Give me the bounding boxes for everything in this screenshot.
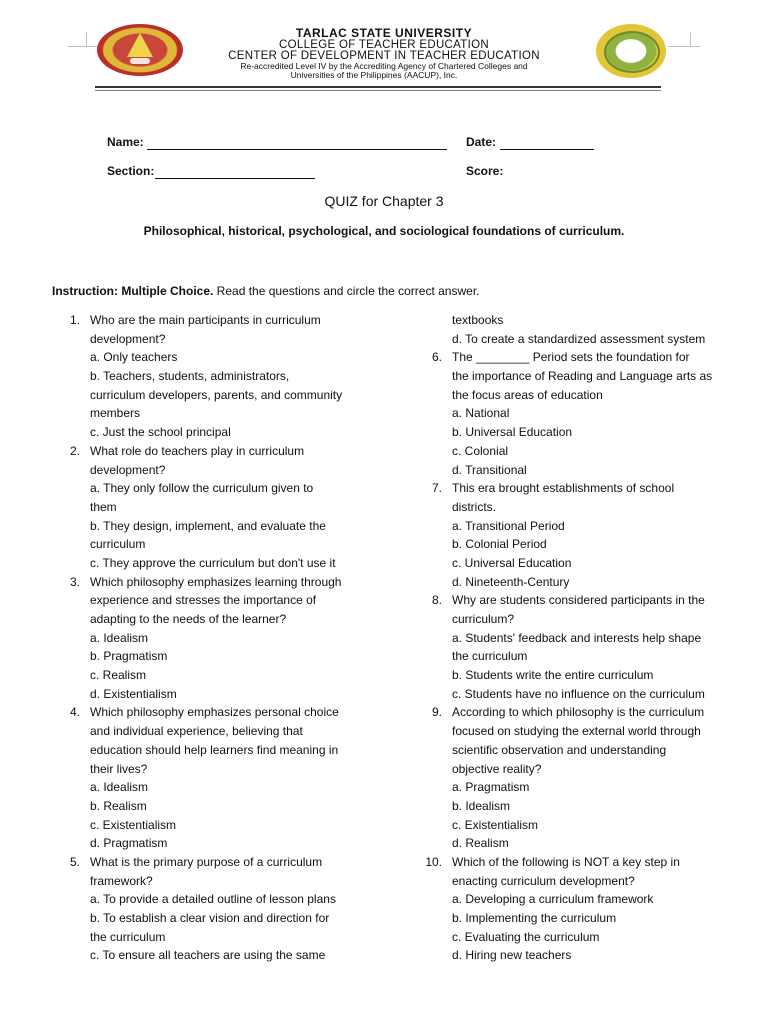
question-line [424,498,724,517]
question-number: 4. [69,705,80,720]
question-number: 9. [431,705,442,720]
question-line [424,760,724,779]
question-text: framework? [90,873,153,888]
question-text: b. Implementing the curriculum [452,911,617,925]
question-text: c. Colonial [452,443,509,458]
question-text: d. Realism [452,836,509,851]
question-line [62,591,362,610]
question-text: c. To ensure all teachers are using the same [90,948,326,963]
college-seal-logo [596,24,666,78]
seal-triangle-emblem [127,33,153,57]
question-line [424,591,724,610]
question-line [424,647,724,666]
question-line [424,685,724,704]
question-line [62,928,362,947]
question-text: c. They approve the curriculum but don't use it [90,555,336,570]
question-line [424,404,724,423]
center-name: CENTER OF DEVELOPMENT IN TEACHER EDUCATION [228,50,540,62]
question-line [424,741,724,760]
quiz-subtitle: Philosophical, historical, psychological, and sociological foundations of curriculum. [143,224,625,238]
question-number: 7. [431,481,442,496]
question-text: the importance of Reading and Language arts as [452,369,713,384]
question-text: The ________ Period sets the foundation for [452,350,690,365]
question-number: 1. [69,313,80,327]
question-text: a. Transitional Period [452,518,565,533]
question-text: members [90,406,141,421]
question-line [62,647,362,666]
question-text: curriculum? [452,612,515,626]
question-line [62,610,362,629]
question-line [424,722,724,741]
question-text: the focus areas of education [452,387,603,402]
header-divider [95,86,661,88]
question-line [62,517,362,536]
question-line [62,760,362,779]
question-text: b. Teachers, students, administrators, [90,369,290,384]
question-line [424,797,724,816]
question-line [62,853,362,872]
question-text: education should help learners find meaning in [90,742,339,757]
question-line [62,461,362,480]
question-text: c. Existentialism [452,817,539,832]
seal-inner-ring [604,31,660,73]
question-line [424,890,724,909]
question-line [424,479,724,498]
date-label: Date: [466,135,497,149]
question-number: 3. [69,574,80,589]
question-line [62,685,362,704]
question-line [62,741,362,760]
question-text: According to which philosophy is the curriculum [452,705,705,720]
question-text: development? [90,462,166,477]
question-text: a. Developing a curriculum framework [452,892,654,907]
section-label: Section: [107,164,155,178]
name-field-line[interactable] [147,149,447,150]
question-line [424,386,724,405]
question-text: curriculum developers, parents, and community [90,387,343,402]
question-line [424,872,724,891]
question-text: enacting curriculum development? [452,873,635,888]
question-text: Who are the main participants in curriculum [90,313,321,327]
question-text: a. Students' feedback and interests help shape [452,630,702,645]
question-text: c. Existentialism [90,817,177,832]
question-text: them [90,499,117,514]
college-name: COLLEGE OF TEACHER EDUCATION [279,39,489,51]
question-number: 5. [69,854,80,869]
university-name: TARLAC STATE UNIVERSITY [295,26,473,40]
instruction-bold: Instruction: Multiple Choice. [52,284,214,298]
question-text: and individual experience, believing that [90,724,303,739]
question-text: This era brought establishments of school [452,481,675,496]
question-text: c. Universal Education [452,555,572,570]
question-number: 6. [431,350,442,365]
question-text: scientific observation and understanding [452,742,667,757]
question-line [62,778,362,797]
question-text: experience and stresses the importance of [90,593,317,608]
question-line [62,834,362,853]
question-line [424,311,724,330]
name-label: Name: [107,135,144,149]
question-line [62,946,362,965]
question-text: focused on studying the external world through [452,724,701,739]
date-field-line[interactable] [500,149,594,150]
question-text: Which philosophy emphasizes learning through [90,574,342,589]
instruction [52,284,480,298]
question-text: d. Hiring new teachers [452,948,572,963]
question-text: c. Just the school principal [90,425,231,440]
question-text: d. Pragmatism [90,836,168,851]
question-line [424,442,724,461]
question-line [424,610,724,629]
question-line [424,853,724,872]
question-text: What is the primary purpose of a curriculum [90,854,323,869]
accreditation-line-2: Universities of the Philippines (AACUP), Inc. [290,70,458,80]
question-text: b. Realism [90,798,147,813]
question-line [424,348,724,367]
question-text: b. To establish a clear vision and direction for [90,911,330,925]
question-number: 8. [431,593,442,608]
question-text: d. Nineteenth-Century [452,574,570,589]
question-line [424,834,724,853]
question-text: their lives? [90,761,148,776]
seal-ribbon [130,58,150,64]
question-text: What role do teachers play in curriculum [90,443,305,458]
question-line [62,367,362,386]
question-text: a. To provide a detailed outline of lesson plans [90,892,336,907]
question-line [62,890,362,909]
question-line [424,629,724,648]
question-line [62,703,362,722]
question-text: a. Only teachers [90,350,178,365]
question-text: a. Idealism [90,630,149,645]
question-text: Why are students considered participants in the [452,593,705,608]
question-text: d. Transitional [452,462,527,477]
questions-right-column [424,311,724,965]
question-line [62,404,362,423]
question-number: 10. [425,854,442,869]
question-line [424,573,724,592]
question-line [62,554,362,573]
question-text: d. Existentialism [90,686,177,701]
question-line [424,461,724,480]
question-line [62,797,362,816]
question-line [62,330,362,349]
question-line [424,367,724,386]
question-line [424,909,724,928]
score-label: Score: [466,164,504,178]
instruction-text: Read the questions and circle the correct answer. [213,284,480,298]
accreditation-line-1: Re-accredited Level IV by the Accrediting Agency of Chartered Colleges and [240,61,528,71]
question-line [424,928,724,947]
question-line [62,311,362,330]
question-text: textbooks [452,313,504,327]
question-text: b. They design, implement, and evaluate the [90,518,326,533]
question-line [424,778,724,797]
question-text: b. Students write the entire curriculum [452,668,654,683]
question-text: b. Pragmatism [90,649,168,664]
questions-left-column [62,311,362,965]
question-line [424,517,724,536]
question-line [62,535,362,554]
question-line [424,666,724,685]
question-line [62,386,362,405]
question-line [62,348,362,367]
question-line [62,479,362,498]
question-line [424,703,724,722]
question-text: a. They only follow the curriculum given to [90,481,314,496]
question-text: d. To create a standardized assessment system [452,331,706,346]
question-text: objective reality? [452,761,542,776]
question-line [62,909,362,928]
question-line [424,535,724,554]
question-text: a. Idealism [90,780,149,795]
question-text: the curriculum [452,649,528,664]
question-line [62,629,362,648]
question-number: 2. [69,443,80,458]
question-line [424,423,724,442]
question-text: c. Evaluating the curriculum [452,929,600,944]
question-line [424,330,724,349]
header-divider-thin [95,90,661,91]
question-text: Which of the following is NOT a key step in [452,854,680,869]
question-line [424,816,724,835]
question-line [62,722,362,741]
question-line [62,498,362,517]
question-text: curriculum [90,537,146,552]
question-line [62,666,362,685]
question-text: c. Students have no influence on the curriculum [452,686,705,701]
question-text: adapting to the needs of the learner? [90,612,287,626]
question-line [424,554,724,573]
question-text: b. Colonial Period [452,537,547,552]
question-line [62,816,362,835]
question-text: b. Universal Education [452,425,573,440]
university-seal-logo [97,24,183,76]
question-text: a. National [452,406,510,421]
question-line [424,946,724,965]
question-text: districts. [452,499,497,514]
question-text: c. Realism [90,668,147,683]
section-field-line[interactable] [155,178,315,179]
question-text: the curriculum [90,929,166,944]
question-line [62,423,362,442]
question-text: a. Pragmatism [452,780,530,795]
question-line [62,573,362,592]
header-decor-bracket-right [668,32,691,47]
question-text: development? [90,331,166,346]
question-text: Which philosophy emphasizes personal choice [90,705,339,720]
question-line [62,442,362,461]
question-line [62,872,362,891]
quiz-title: QUIZ for Chapter 3 [324,193,444,209]
question-text: b. Idealism [452,798,511,813]
